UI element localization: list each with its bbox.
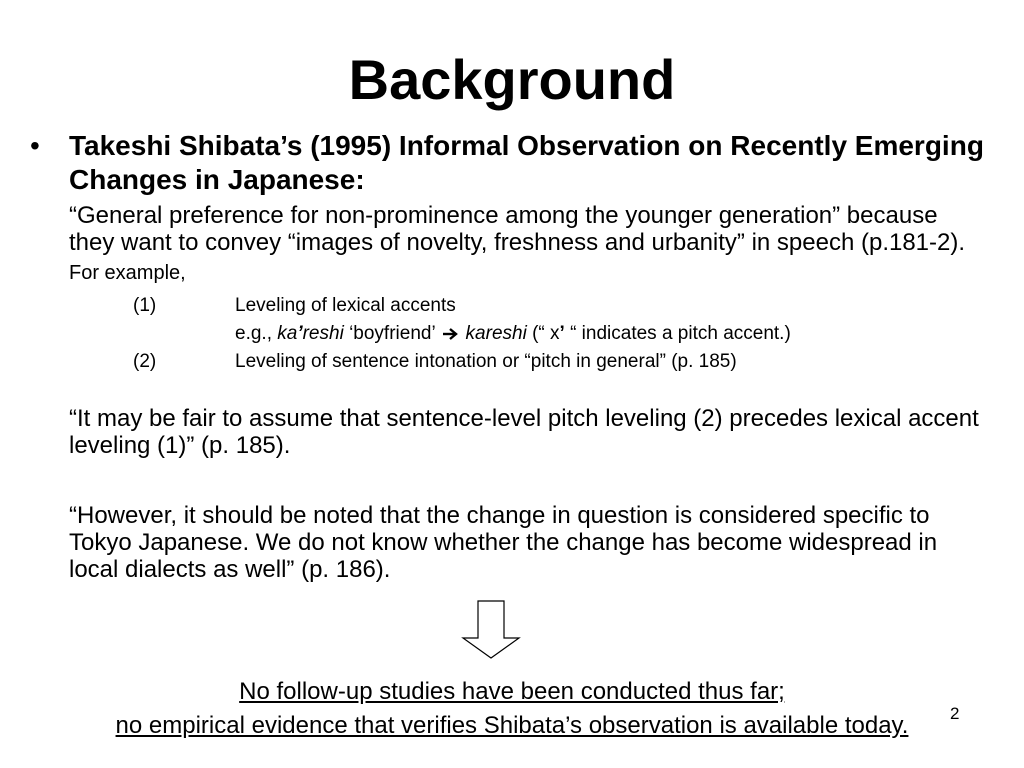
- quote-sentence-leveling: “It may be fair to assume that sentence-level pitch leveling (2) precedes lexical accent leveling (1)” (p. 185).: [69, 405, 979, 459]
- note-suffix: “ indicates a pitch accent.): [564, 323, 791, 344]
- example-gloss: ‘boyfriend’: [343, 323, 441, 344]
- page-number: 2: [950, 704, 960, 723]
- list-item-2-number: (2): [133, 351, 157, 372]
- for-example-text: For example,: [69, 262, 186, 284]
- quote-preference: [69, 202, 989, 287]
- note-accent-mark: ’: [559, 323, 565, 344]
- slide-title: Background: [348, 48, 676, 111]
- quote-preference-text: “General preference for non-prominence among the younger generation” because they want to convey “images of novelty, freshness and urbanity” in speech (p.181-2).: [69, 202, 966, 256]
- list-item-1-example: [235, 322, 791, 346]
- down-arrow-icon: [461, 600, 521, 660]
- conclusion-line-2: no empirical evidence that verifies Shibata’s observation is available today.: [115, 712, 909, 739]
- arrow-right-icon: [442, 327, 458, 341]
- accent-mark: ’: [297, 323, 303, 344]
- conclusion-line-1: No follow-up studies have been conducted thus far;: [239, 678, 785, 705]
- list-item-2-text: Leveling of sentence intonation or “pitch in general” (p. 185): [235, 351, 737, 372]
- example-word-accented-part1: ka: [277, 323, 298, 344]
- example-word-accented: [277, 323, 344, 344]
- quote-tokyo-japanese: “However, it should be noted that the change in question is considered specific to Tokyo Japanese. We do not know whether the change has become widespread in local dialects as well” (p. 186).: [69, 502, 938, 583]
- example-word-leveled: kareshi: [465, 323, 527, 344]
- note-prefix: (“ x: [526, 323, 560, 344]
- example-word-accented-part2: reshi: [302, 323, 344, 344]
- list-item-1-number: (1): [133, 295, 157, 316]
- bullet-icon: •: [30, 130, 40, 161]
- example-prefix: e.g.,: [235, 323, 278, 344]
- bullet-heading: Takeshi Shibata’s (1995) Informal Observation on Recently Emerging Changes in Japanese:: [69, 130, 984, 195]
- list-item-1-text: Leveling of lexical accents: [235, 295, 456, 316]
